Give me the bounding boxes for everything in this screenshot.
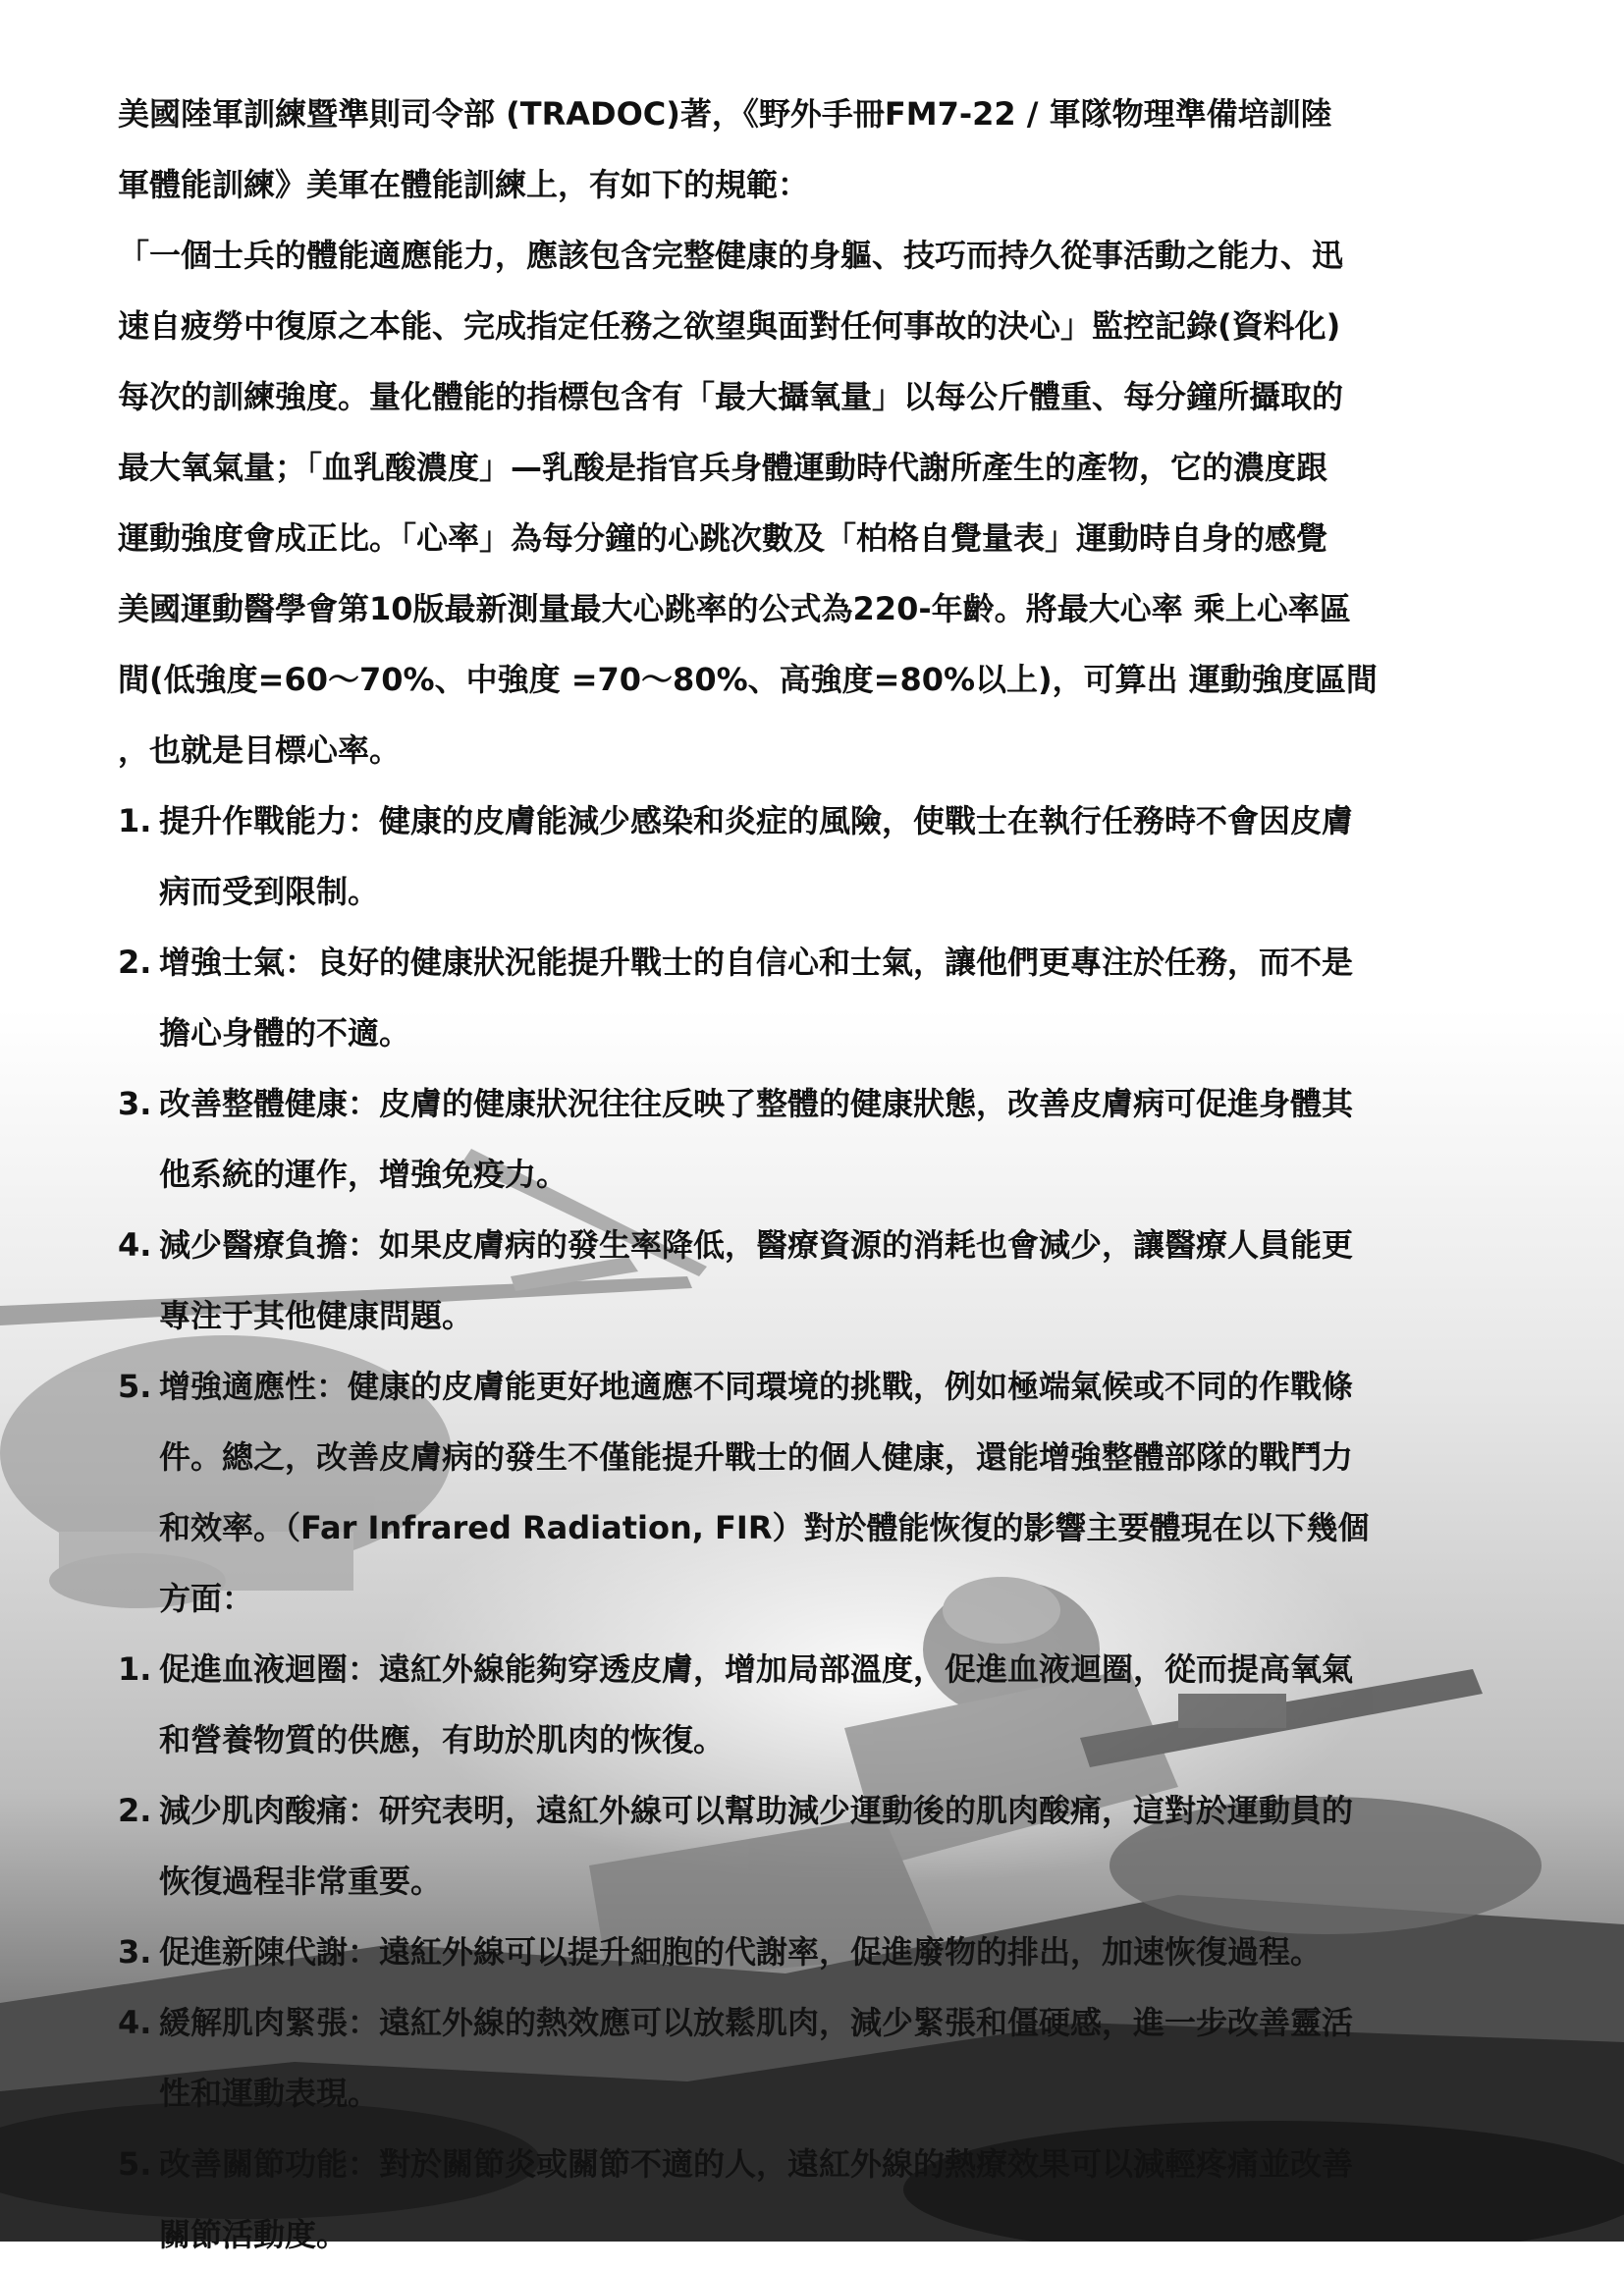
list-item <box>118 1634 1512 1775</box>
intro-line: 「一個士兵的體能適應能力，應該包含完整健康的身軀、技巧而持久從事活動之能力、迅 <box>118 237 1344 274</box>
list-line: 和效率。（Far Infrared Radiation, FIR）對於體能恢復的影響主要體現在以下幾個 <box>159 1509 1370 1546</box>
list-item <box>118 785 1512 927</box>
list-line: 增強適應性：健康的皮膚能更好地適應不同環境的挑戰，例如極端氣候或不同的作戰條 <box>159 1368 1354 1405</box>
list-line: 件。總之，改善皮膚病的發生不僅能提升戰士的個人健康，還能增強整體部隊的戰鬥力 <box>159 1438 1354 1476</box>
list-number: 3. <box>118 1085 152 1122</box>
list-number: 2. <box>118 944 152 981</box>
list-number: 2. <box>118 1792 152 1829</box>
intro-line: 最大氧氣量；「血乳酸濃度」—乳酸是指官兵身體運動時代謝所產生的產物，它的濃度跟 <box>118 449 1328 486</box>
list-line: 性和運動表現。 <box>159 2075 380 2112</box>
list-number: 5. <box>118 1368 152 1405</box>
list-line: 恢復過程非常重要。 <box>159 1863 443 1900</box>
intro-line: 間(低強度=60～70%、中強度 =70～80%、高強度=80%以上)，可算出 運動強度區間 <box>118 661 1378 698</box>
list-number: 4. <box>118 2004 152 2041</box>
list-line: 他系統的運作，增強免疫力。 <box>159 1156 568 1193</box>
list-number: 3. <box>118 1933 152 1971</box>
list-number: 4. <box>118 1226 152 1264</box>
intro-line: 美國運動醫學會第10版最新測量最大心跳率的公式為220-年齡。將最大心率 乘上心率區 <box>118 590 1351 627</box>
list-item <box>118 1917 1512 1987</box>
list-item <box>118 1775 1512 1917</box>
list-line: 病而受到限制。 <box>159 873 380 910</box>
intro-line: 軍體能訓練》美軍在體能訓練上，有如下的規範： <box>118 166 810 203</box>
intro-line: ，也就是目標心率。 <box>118 731 402 769</box>
list-line: 促進新陳代謝：遠紅外線可以提升細胞的代謝率，促進廢物的排出，加速恢復過程。 <box>159 1933 1323 1971</box>
list-line: 和營養物質的供應，有助於肌肉的恢復。 <box>159 1721 726 1758</box>
list-line: 減少醫療負擔：如果皮膚病的發生率降低，醫療資源的消耗也會減少，讓醫療人員能更 <box>159 1226 1354 1264</box>
list-line: 促進血液迴圈：遠紅外線能夠穿透皮膚，增加局部溫度，促進血液迴圈，從而提高氧氣 <box>159 1650 1354 1688</box>
list-number: 1. <box>118 1650 152 1688</box>
list-line: 提升作戰能力：健康的皮膚能減少感染和炎症的風險，使戰士在執行任務時不會因皮膚 <box>159 802 1354 839</box>
list-item <box>118 2129 1512 2270</box>
far-infrared-benefits-list <box>118 1634 1512 2270</box>
intro-paragraph <box>118 79 1512 785</box>
list-item <box>118 1351 1512 1634</box>
list-item <box>118 927 1512 1068</box>
intro-line: 美國陸軍訓練暨準則司令部 (TRADOC)著，《野外手冊FM7-22 / 軍隊物理準備培訓陸 <box>118 95 1332 133</box>
list-number: 5. <box>118 2145 152 2183</box>
list-line: 關節活動度。 <box>159 2216 349 2253</box>
intro-line: 運動強度會成正比。「心率」為每分鐘的心跳次數及「柏格自覺量表」運動時自身的感覺 <box>118 519 1328 557</box>
list-line: 緩解肌肉緊張：遠紅外線的熱效應可以放鬆肌肉，減少緊張和僵硬感，進一步改善靈活 <box>159 2004 1354 2041</box>
skin-health-benefits-list <box>118 785 1512 1634</box>
list-number: 1. <box>118 802 152 839</box>
list-item <box>118 1210 1512 1351</box>
list-line: 方面： <box>159 1580 254 1617</box>
list-line: 改善關節功能：對於關節炎或關節不適的人，遠紅外線的熱療效果可以減輕疼痛並改善 <box>159 2145 1354 2183</box>
list-line: 擔心身體的不適。 <box>159 1014 411 1052</box>
list-item <box>118 1068 1512 1210</box>
list-line: 改善整體健康：皮膚的健康狀況往往反映了整體的健康狀態，改善皮膚病可促進身體其 <box>159 1085 1354 1122</box>
list-item <box>118 1987 1512 2129</box>
list-line: 減少肌肉酸痛：研究表明，遠紅外線可以幫助減少運動後的肌肉酸痛，這對於運動員的 <box>159 1792 1354 1829</box>
list-line: 增強士氣：良好的健康狀況能提升戰士的自信心和士氣，讓他們更專注於任務，而不是 <box>159 944 1354 981</box>
intro-line: 速自疲勞中復原之本能、完成指定任務之欲望與面對任何事故的決心」監控記錄(資料化) <box>118 307 1341 345</box>
intro-line: 每次的訓練強度。量化體能的指標包含有「最大攝氧量」以每公斤體重、每分鐘所攝取的 <box>118 378 1344 415</box>
document-body <box>118 79 1512 2270</box>
list-line: 專注于其他健康問題。 <box>159 1297 474 1334</box>
